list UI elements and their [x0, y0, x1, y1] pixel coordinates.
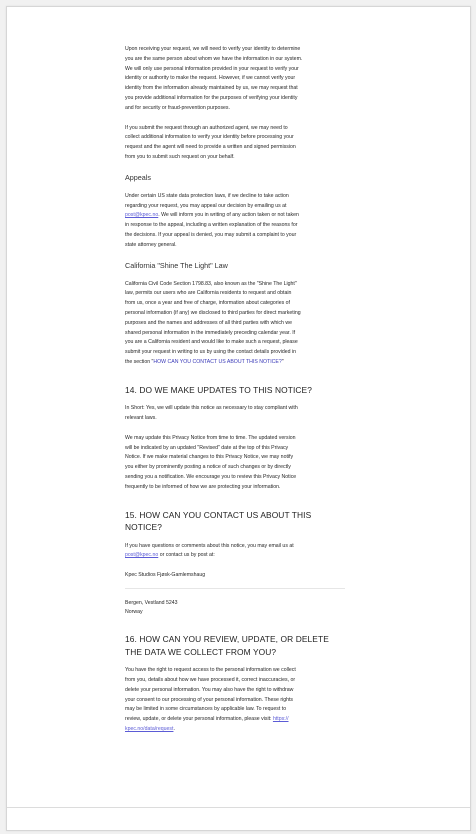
document-page	[6, 6, 471, 831]
section-15-heading: 15. HOW CAN YOU CONTACT US ABOUT THIS NOTICE?	[125, 509, 312, 533]
company-country: Norway	[125, 609, 143, 616]
shine-the-light-heading: California "Shine The Light" Law	[125, 260, 228, 270]
section-15-intro-after: or contact us by post at:	[158, 552, 215, 559]
appeals-text-before: Under certain US state data protection laws, if we decline to take action regarding your request, you may appeal our decision by emailing us at	[125, 192, 289, 209]
section-16-body	[125, 666, 345, 735]
appeals-paragraph	[125, 192, 345, 251]
document-content	[125, 45, 345, 745]
section-16-heading: 16. HOW CAN YOU REVIEW, UPDATE, OR DELETE THE DATA WE COLLECT FROM YOU?	[125, 634, 329, 657]
data-request-link[interactable]: https:// kpec.no/data/request	[125, 716, 289, 732]
appeals-heading: Appeals	[125, 172, 151, 182]
company-name: Kpec Studios Fjøsk-Gamlemshaug	[125, 572, 206, 579]
section-14-heading: 14. DO WE MAKE UPDATES TO THIS NOTICE?	[125, 384, 313, 395]
shine-the-light-paragraph	[125, 280, 345, 368]
verification-paragraph: Upon receiving your request, we will need to verify your identity to determine you are the same person about whom we have the information in our system. We will only use personal information provided in your request to verify your identity or authority to make the request. However, if we cannot verify your identity from the information already maintained by us, we may request that you provide additional information for the purposes of verifying your identity and for security or fraud-prevention purposes.	[125, 46, 303, 111]
section-14-short: In Short: Yes, we will update this notice as necessary to stay compliant with relevant laws.	[125, 405, 298, 422]
section-16-text: You have the right to request access to the personal information we collect from you, details about how we have processed it, correct inaccuracies, or delete your personal information. You may also have the right to withdraw your consent to our processing of your personal information. These rights may be limited in some circumstances by applicable law. To request to review, update, or delete your personal information, please visit:	[125, 667, 296, 723]
section-15-intro	[125, 542, 345, 562]
appeals-email-link[interactable]: post@kpec.no	[125, 212, 159, 219]
page-footer-rule	[7, 807, 470, 808]
shine-text-before: California Civil Code Section 1798.83, also known as the "Shine The Light" law, permits our users who are California residents to request and obtain from us, once a year and free of charge, information about categories of personal information (if any) we disclosed to third parties for direct marketing purposes and the names and addresses of all third parties with which we shared personal information in the immediately preceding calendar year. If you are a California resident and would like to make such a request, please submit your request in writing to us by using the contact details provided in the section "	[125, 280, 301, 365]
authorized-agent-paragraph: If you submit the request through an authorized agent, we may need to collect additional information to verify your identity before processing your request and the agent will need to provide a written and signed permission from you to submit such request on your behalf.	[125, 124, 296, 160]
contact-section-link[interactable]: HOW CAN YOU CONTACT US ABOUT THIS NOTICE?	[153, 358, 282, 365]
company-city: Bergen, Vestland 5243	[125, 600, 178, 607]
contact-email-link[interactable]: post@kpec.no	[125, 552, 159, 559]
shine-text-after: "	[281, 358, 284, 365]
section-14-body: We may update this Privacy Notice from time to time. The updated version will be indicated by an updated "Revised" date at the top of this Privacy Notice. If we make material changes to this Privacy Notice, we may notify you either by prominently posting a notice of such changes or by directly sending you a notification. We encourage you to review this Privacy Notice frequently to be informed of how we are protecting your information.	[125, 434, 297, 490]
section-16-after: .	[173, 725, 175, 732]
address-divider	[125, 588, 345, 589]
appeals-text-after: . We will inform you in writing of any action taken or not taken in response to the appeal, including a written explanation of the reasons for the decisions. If your appeal is denied, you may submit a complaint to your state attorney general.	[125, 212, 299, 248]
section-15-intro-before: If you have questions or comments about this notice, you may email us at	[125, 542, 294, 549]
